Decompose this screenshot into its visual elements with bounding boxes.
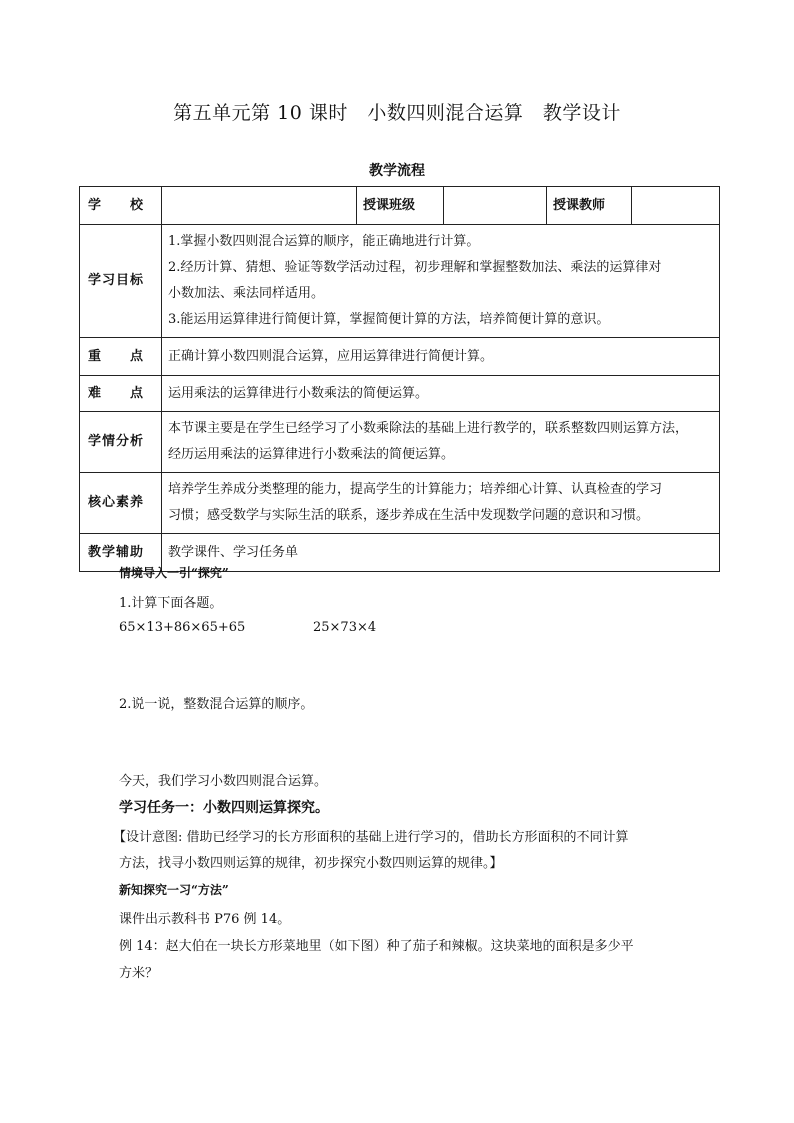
class-label: 授课班级 xyxy=(357,187,444,225)
analysis-line: 本节课主要是在学生已经学习了小数乘除法的基础上进行教学的，联系整数四则运算方法， xyxy=(168,421,689,436)
literacy-line: 习惯；感受数学与实际生活的联系，逐步养成在生活中发现数学问题的意识和习惯。 xyxy=(168,508,650,523)
table-row-school xyxy=(80,187,720,225)
difficulty-content: 运用乘法的运算律进行小数乘法的简便运算。 xyxy=(162,376,720,412)
section-heading-explore: 新知探究一习“方法” xyxy=(119,883,229,897)
school-label: 学 校 xyxy=(80,187,162,225)
expression-one: 65×13+86×65+65 xyxy=(119,620,246,635)
teacher-value xyxy=(632,187,720,225)
section-subtitle: 教学流程 xyxy=(369,163,425,179)
expression-two: 25×73×4 xyxy=(313,620,377,635)
design-intent-line-1: 【设计意图: 借助已经学习的长方形面积的基础上进行学习的，借助长方形面积的不同计算 xyxy=(113,830,629,845)
task-two-text: 2.说一说，整数混合运算的顺序。 xyxy=(119,697,314,712)
table-row-key-point xyxy=(80,338,720,376)
literacy-content xyxy=(162,473,720,534)
table-row-objectives xyxy=(80,225,720,338)
objective-line: 3.能运用运算律进行简便计算，掌握简便计算的方法，培养简便计算的意识。 xyxy=(168,312,610,327)
courseware-text: 课件出示教科书 P76 例 14。 xyxy=(119,912,291,927)
difficulty-label: 难 点 xyxy=(80,376,162,412)
design-intent-line-2: 方法，找寻小数四则运算的规律，初步探究小数四则运算的规律。】 xyxy=(119,856,503,871)
task-heading: 学习任务一：小数四则运算探究。 xyxy=(119,800,329,816)
objectives-content xyxy=(162,225,720,338)
lesson-plan-table xyxy=(79,186,720,572)
task-one-text: 1.计算下面各题。 xyxy=(119,596,223,611)
key-point-content: 正确计算小数四则混合运算，应用运算律进行简便计算。 xyxy=(162,338,720,376)
example-line-2: 方米？ xyxy=(119,966,159,981)
objective-line: 1.掌握小数四则混合运算的顺序，能正确地进行计算。 xyxy=(168,234,480,249)
document-title: 第五单元第 10 课时 小数四则混合运算 教学设计 xyxy=(173,102,621,124)
class-value xyxy=(444,187,547,225)
school-value xyxy=(162,187,357,225)
key-point-label: 重 点 xyxy=(80,338,162,376)
table-row-analysis xyxy=(80,412,720,473)
teacher-label: 授课教师 xyxy=(547,187,632,225)
table-row-literacy xyxy=(80,473,720,534)
section-heading-intro: 情境导入一引“探究” xyxy=(119,566,229,580)
aids-label: 教学辅助 xyxy=(80,534,162,572)
analysis-line: 经历运用乘法的运算律进行小数乘法的简便运算。 xyxy=(168,447,455,462)
table-row-difficulty xyxy=(80,376,720,412)
objective-line: 小数加法、乘法同样适用。 xyxy=(168,286,325,301)
analysis-content xyxy=(162,412,720,473)
objective-line: 2.经历计算、猜想、验证等数学活动过程，初步理解和掌握整数加法、乘法的运算律对 xyxy=(168,260,662,275)
aids-content: 教学课件、学习任务单 xyxy=(162,534,720,572)
analysis-label: 学情分析 xyxy=(80,412,162,473)
today-text: 今天，我们学习小数四则混合运算。 xyxy=(119,774,328,789)
literacy-label: 核心素养 xyxy=(80,473,162,534)
example-line-1: 例 14：赵大伯在一块长方形菜地里（如下图）种了茄子和辣椒。这块菜地的面积是多少平 xyxy=(119,939,634,954)
objectives-label: 学习目标 xyxy=(80,225,162,338)
literacy-line: 培养学生养成分类整理的能力，提高学生的计算能力；培养细心计算、认真检查的学习 xyxy=(168,482,663,497)
